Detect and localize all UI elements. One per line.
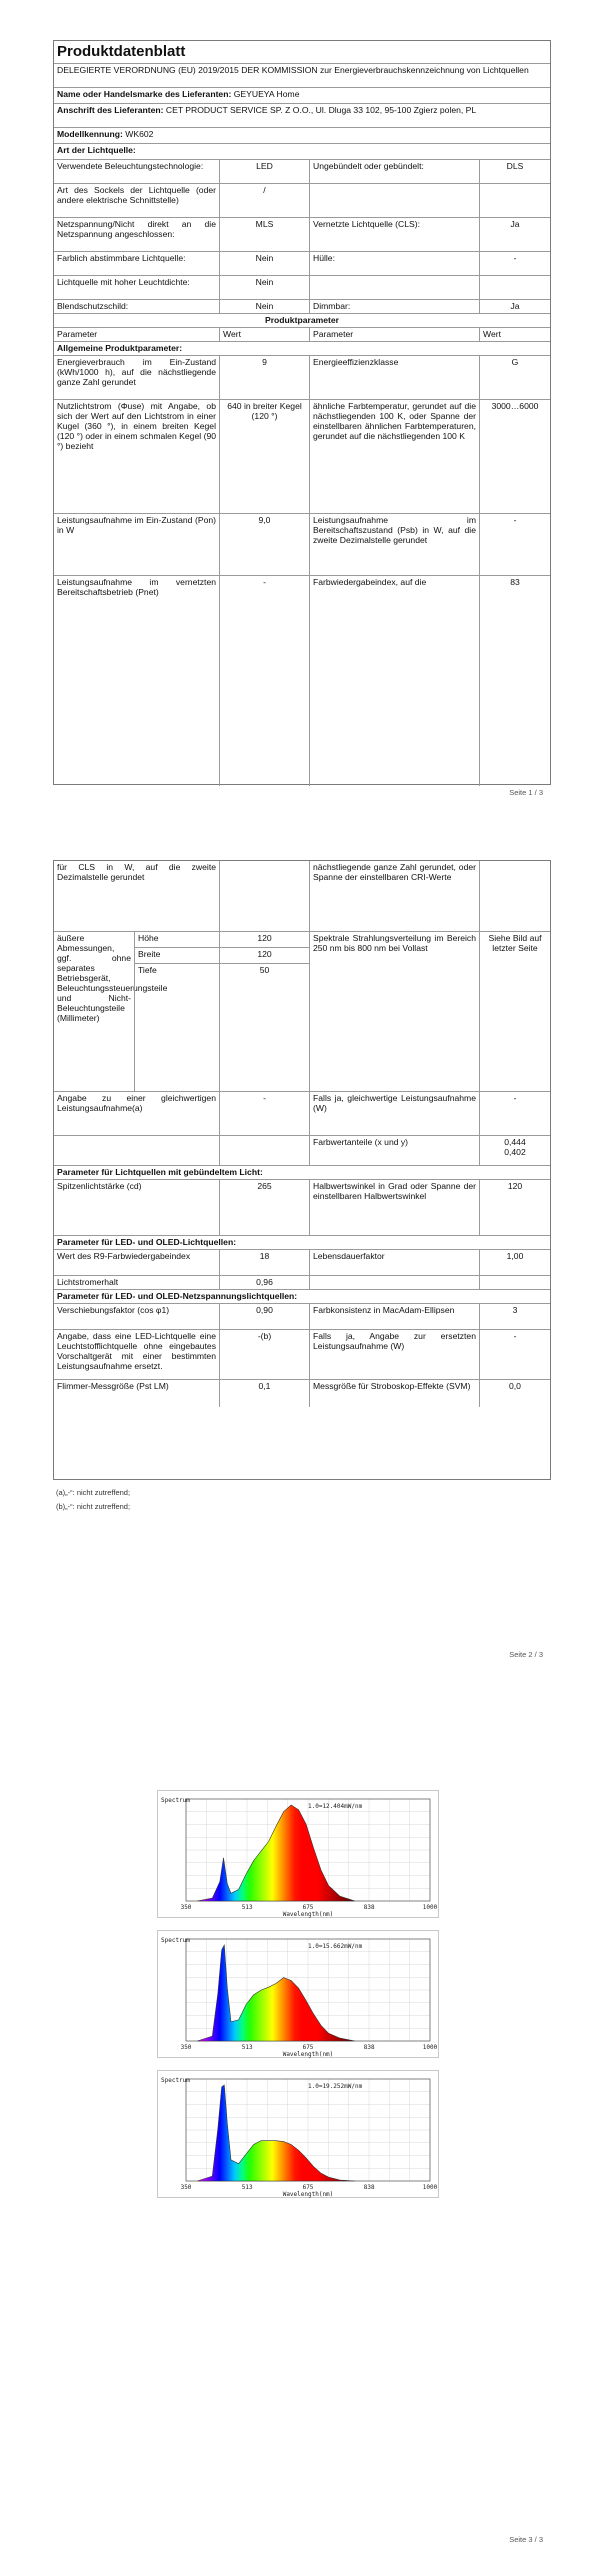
type-label: Blendschutzschild: xyxy=(57,301,129,311)
flicker-value: 0,1 xyxy=(219,1380,309,1407)
page-number: Seite 2 / 3 xyxy=(509,1650,543,1659)
x-tick-label: 838 xyxy=(363,1904,375,1911)
model-value: WK602 xyxy=(125,129,154,139)
empty-cell xyxy=(479,184,550,217)
equiv-row xyxy=(54,1091,550,1135)
model-row xyxy=(54,127,550,143)
flicker-label: Flimmer-Messgröße (Pst LM) xyxy=(57,1381,169,1391)
general-header: Allgemeine Produktparameter: xyxy=(57,343,183,353)
empty-cell xyxy=(309,276,479,299)
lum-value: 0,96 xyxy=(219,1276,309,1289)
color-row xyxy=(54,1135,550,1165)
type-header-row xyxy=(54,143,550,159)
regulation-text: DELEGIERTE VERORDNUNG (EU) 2019/2015 DER KOMMISSION zur Energieverbrauchskennzeichnung von Lichtquellen xyxy=(57,65,529,75)
spectrum-chart-3 xyxy=(157,2070,439,2198)
x-tick-label: 1000 xyxy=(422,2184,438,2191)
type-label: Hülle: xyxy=(309,252,479,275)
param-value: 9 xyxy=(219,356,309,399)
param-label: Farbwiedergabeindex, auf die xyxy=(309,576,479,786)
type-value: / xyxy=(219,184,309,217)
footnote-b: (b)„-“: nicht zutreffend; xyxy=(56,1502,131,1511)
dim-name: Tiefe xyxy=(134,964,219,1091)
param-label: Energieverbrauch im Ein-Zustand (kWh/1000 h), auf die nächstliegende ganze Zahl gerundet xyxy=(57,357,216,387)
type-value: DLS xyxy=(479,160,550,183)
param-label: Leistungsaufnahme im Ein-Zustand (Pon) in W xyxy=(57,515,216,535)
param-label: Nutzlichtstrom (Φuse) mit Angabe, ob sich der Wert auf den Lichtstrom in einer Kugel (360 °), in einem breiten Kegel (120 °) oder in einem schmalen Kegel (90 °) bezieht xyxy=(57,401,216,451)
param-value: 83 xyxy=(479,576,550,786)
page-number: Seite 3 / 3 xyxy=(509,2535,543,2544)
x-axis-label: Wavelength(nm) xyxy=(282,2191,334,2198)
type-row-6 xyxy=(54,299,550,313)
col-header-value: Wert xyxy=(479,328,550,341)
param-label: Leistungsaufnahme im vernetzten Bereitschaftsbetrieb (Pnet) xyxy=(57,577,216,597)
footnote-a: (a)„-“: nicht zutreffend; xyxy=(56,1488,131,1497)
type-value: Ja xyxy=(479,300,550,313)
shift-value: 0,90 xyxy=(219,1304,309,1329)
chart-annotation: 1.0=12.404mW/nm xyxy=(308,1803,363,1810)
led-header: Parameter für LED- und OLED-Lichtquellen: xyxy=(57,1237,237,1247)
type-value: Nein xyxy=(219,276,309,299)
spectrum-svg xyxy=(158,1791,440,1919)
life-value: 1,00 xyxy=(479,1250,550,1275)
macadam-label: Farbkonsistenz in MacAdam-Ellipsen xyxy=(309,1304,479,1329)
type-value: LED xyxy=(219,160,309,183)
general-header-row xyxy=(54,341,550,355)
address-row xyxy=(54,103,550,127)
chart-annotation: 1.0=19.252mW/nm xyxy=(308,2083,363,2090)
supplier-name: GEYUEYA Home xyxy=(233,89,300,99)
type-row-2 xyxy=(54,183,550,217)
spectrum-area xyxy=(197,1805,355,1901)
supplier-label: Name oder Handelsmarke des Lieferanten: xyxy=(57,89,232,99)
type-value: Ja xyxy=(479,218,550,251)
x-tick-label: 1000 xyxy=(422,1904,438,1911)
life-label: Lebensdauerfaktor xyxy=(309,1250,479,1275)
type-row-3 xyxy=(54,217,550,251)
shift-row xyxy=(54,1303,550,1329)
chart-annotation: 1.0=15.662mW/nm xyxy=(308,1943,363,1950)
peak-value: 265 xyxy=(219,1180,309,1235)
address-value: CET PRODUCT SERVICE SP. Z O.O., Ul. Dluga 33 102, 95-100 Zgierz polen, PL xyxy=(165,105,477,115)
claim-value: -(b) xyxy=(219,1330,309,1379)
dim-value: 120 xyxy=(219,948,309,964)
general-row-2 xyxy=(54,399,550,513)
empty-cell xyxy=(219,1136,309,1165)
datasheet-frame-1 xyxy=(53,40,551,785)
svm-label: Messgröße für Stroboskop-Effekte (SVM) xyxy=(309,1380,479,1407)
param-value: - xyxy=(219,576,309,786)
col-header-param: Parameter xyxy=(309,328,479,341)
supplier-row xyxy=(54,87,550,103)
equiv-label-text: Angabe zu einer gleichwertigen Leistungsaufnahme(a) xyxy=(57,1093,216,1113)
cont-label: für CLS in W, auf die zweite Dezimalstelle gerundet xyxy=(57,862,216,882)
claim-label: Angabe, dass eine LED-Lichtquelle eine Leuchtstofflichtquelle ohne eingebautes Vorschaltgerät mit einer bestimmten Leistungsaufnahme ersetzt. xyxy=(57,1331,216,1371)
dim-value: 50 xyxy=(219,964,309,1091)
spectrum-area xyxy=(197,1945,355,2041)
r9-row xyxy=(54,1249,550,1275)
x-tick-label: 675 xyxy=(302,2184,314,2191)
claim-r-label: Falls ja, Angabe zur ersetzten Leistungsaufnahme (W) xyxy=(309,1330,479,1379)
param-value: 640 in breiter Kegel (120 °) xyxy=(219,400,309,513)
claim-row xyxy=(54,1329,550,1379)
params-header-row xyxy=(54,313,550,327)
color-y-value: 0,402 xyxy=(504,1147,526,1157)
x-tick-label: 1000 xyxy=(422,2044,438,2051)
type-row-1 xyxy=(54,159,550,183)
equiv-r-value: - xyxy=(479,1092,550,1135)
r9-label: Wert des R9-Farbwiedergabeindex xyxy=(57,1251,191,1261)
mains-header-row xyxy=(54,1289,550,1303)
x-tick-label: 350 xyxy=(180,2184,192,2191)
empty-cell xyxy=(309,1276,479,1289)
regulation-row xyxy=(54,63,550,87)
general-row-3 xyxy=(54,513,550,575)
x-tick-label: 675 xyxy=(302,1904,314,1911)
dims-label: äußere Abmessungen, ggf. ohne separates Betriebsgerät, Beleuchtungssteuerungsteile und Nicht-Beleuchtungsteile (Millimeter) xyxy=(57,933,168,1023)
type-value: Nein xyxy=(219,300,309,313)
r9-value: 18 xyxy=(219,1250,309,1275)
peak-row xyxy=(54,1179,550,1235)
type-label: Lichtquelle mit hoher Leuchtdichte: xyxy=(57,277,190,287)
dim-name: Breite xyxy=(134,948,219,964)
empty-cell xyxy=(479,276,550,299)
empty-cell xyxy=(479,1276,550,1289)
type-row-5 xyxy=(54,275,550,299)
param-label: ähnliche Farbtemperatur, gerundet auf die nächstliegenden 100 K, oder Spanne der einstellbaren ähnlichen Farbtemperaturen, gerundet auf die nächstliegenden 100 K xyxy=(309,400,479,513)
x-tick-label: 513 xyxy=(241,1904,253,1911)
type-label: Verwendete Beleuchtungstechnologie: xyxy=(57,161,204,171)
param-value: 9,0 xyxy=(219,514,309,575)
spectral-label: Spektrale Strahlungsverteilung im Bereich 250 nm bis 800 nm bei Vollast xyxy=(309,932,479,1091)
x-tick-label: 513 xyxy=(241,2044,253,2051)
params-header: Produktparameter xyxy=(264,315,340,325)
spectral-value: Siehe Bild auf letzter Seite xyxy=(479,932,550,1091)
type-label: Vernetzte Lichtquelle (CLS): xyxy=(309,218,479,251)
col-header-param: Parameter xyxy=(57,329,98,339)
y-axis-label: Spectrum xyxy=(161,1937,190,1944)
peak-label: Spitzenlichtstärke (cd) xyxy=(57,1181,142,1191)
type-label: Art des Sockels der Lichtquelle (oder andere elektrische Schnittstelle) xyxy=(57,185,216,205)
x-tick-label: 513 xyxy=(241,2184,253,2191)
param-label: Leistungsaufnahme im Bereitschaftszustand (Psb) in W, auf die zweite Dezimalstelle gerundet xyxy=(309,514,479,575)
type-label: Farblich abstimmbare Lichtquelle: xyxy=(57,253,186,263)
svm-value: 0,0 xyxy=(479,1380,550,1407)
x-tick-label: 350 xyxy=(180,1904,192,1911)
lum-row xyxy=(54,1275,550,1289)
col-header-row xyxy=(54,327,550,341)
macadam-value: 3 xyxy=(479,1304,550,1329)
claim-r-value: - xyxy=(479,1330,550,1379)
x-tick-label: 675 xyxy=(302,2044,314,2051)
x-tick-label: 838 xyxy=(363,2184,375,2191)
y-axis-label: Spectrum xyxy=(161,2077,190,2084)
spectrum-chart-1 xyxy=(157,1790,439,1918)
type-label: Netzspannung/Nicht direkt an die Netzspannung angeschlossen: xyxy=(57,219,216,239)
beam-value: 120 xyxy=(479,1180,550,1235)
spectrum-svg xyxy=(158,2071,440,2199)
col-header-value: Wert xyxy=(219,328,309,341)
directional-header: Parameter für Lichtquellen mit gebündeltem Licht: xyxy=(57,1167,263,1177)
x-tick-label: 350 xyxy=(180,2044,192,2051)
dim-name: Höhe xyxy=(134,932,219,948)
title-row xyxy=(54,41,550,63)
directional-header-row xyxy=(54,1165,550,1179)
spectrum-chart-2 xyxy=(157,1930,439,2058)
led-header-row xyxy=(54,1235,550,1249)
model-label: Modellkennung: xyxy=(57,129,123,139)
equiv-label xyxy=(54,1092,219,1135)
equiv-r-label: Falls ja, gleichwertige Leistungsaufnahme (W) xyxy=(309,1092,479,1135)
type-value: - xyxy=(479,252,550,275)
x-axis-label: Wavelength(nm) xyxy=(282,2051,334,2058)
type-header: Art der Lichtquelle: xyxy=(57,145,136,155)
param-label: Energieeffizienzklasse xyxy=(309,356,479,399)
mains-header: Parameter für LED- und OLED-Netzspannungslichtquellen: xyxy=(57,1291,298,1301)
param-value: G xyxy=(479,356,550,399)
empty-cell xyxy=(54,1136,219,1165)
spectrum-svg xyxy=(158,1931,440,2059)
lum-label: Lichtstromerhalt xyxy=(57,1277,119,1287)
param-value: - xyxy=(479,514,550,575)
page-2 xyxy=(0,860,603,1680)
y-axis-label: Spectrum xyxy=(161,1797,190,1804)
empty-cell xyxy=(309,184,479,217)
page-number: Seite 1 / 3 xyxy=(509,788,543,797)
color-label: Farbwertanteile (x und y) xyxy=(309,1136,479,1165)
general-row-1 xyxy=(54,355,550,399)
page-3 xyxy=(0,1740,603,2560)
equiv-value: - xyxy=(219,1092,309,1135)
type-row-4 xyxy=(54,251,550,275)
address-label: Anschrift des Lieferanten: xyxy=(57,105,164,115)
beam-label: Halbwertswinkel in Grad oder Spanne der einstellbaren Halbwertswinkel xyxy=(309,1180,479,1235)
type-label: Dimmbar: xyxy=(309,300,479,313)
shift-label: Verschiebungsfaktor (cos φ1) xyxy=(57,1305,170,1315)
empty-cell xyxy=(479,861,550,931)
type-label: Ungebündelt oder gebündelt: xyxy=(309,160,479,183)
cont-label: nächstliegende ganze Zahl gerundet, oder Spanne der einstellbaren CRI-Werte xyxy=(309,861,479,931)
type-value: MLS xyxy=(219,218,309,251)
x-tick-label: 838 xyxy=(363,2044,375,2051)
color-x-value: 0,444 xyxy=(504,1137,526,1147)
type-value: Nein xyxy=(219,252,309,275)
page-1 xyxy=(0,0,603,800)
datasheet-frame-2 xyxy=(53,860,551,1480)
general-row-4 xyxy=(54,575,550,786)
empty-cell xyxy=(219,861,309,931)
flicker-row xyxy=(54,1379,550,1407)
spectrum-area xyxy=(197,2085,355,2181)
dims-row xyxy=(54,931,550,1091)
dim-value: 120 xyxy=(219,932,309,948)
page-title: Produktdatenblatt xyxy=(57,43,186,60)
x-axis-label: Wavelength(nm) xyxy=(282,1911,334,1918)
cont-row xyxy=(54,861,550,931)
param-value: 3000…6000 xyxy=(479,400,550,513)
